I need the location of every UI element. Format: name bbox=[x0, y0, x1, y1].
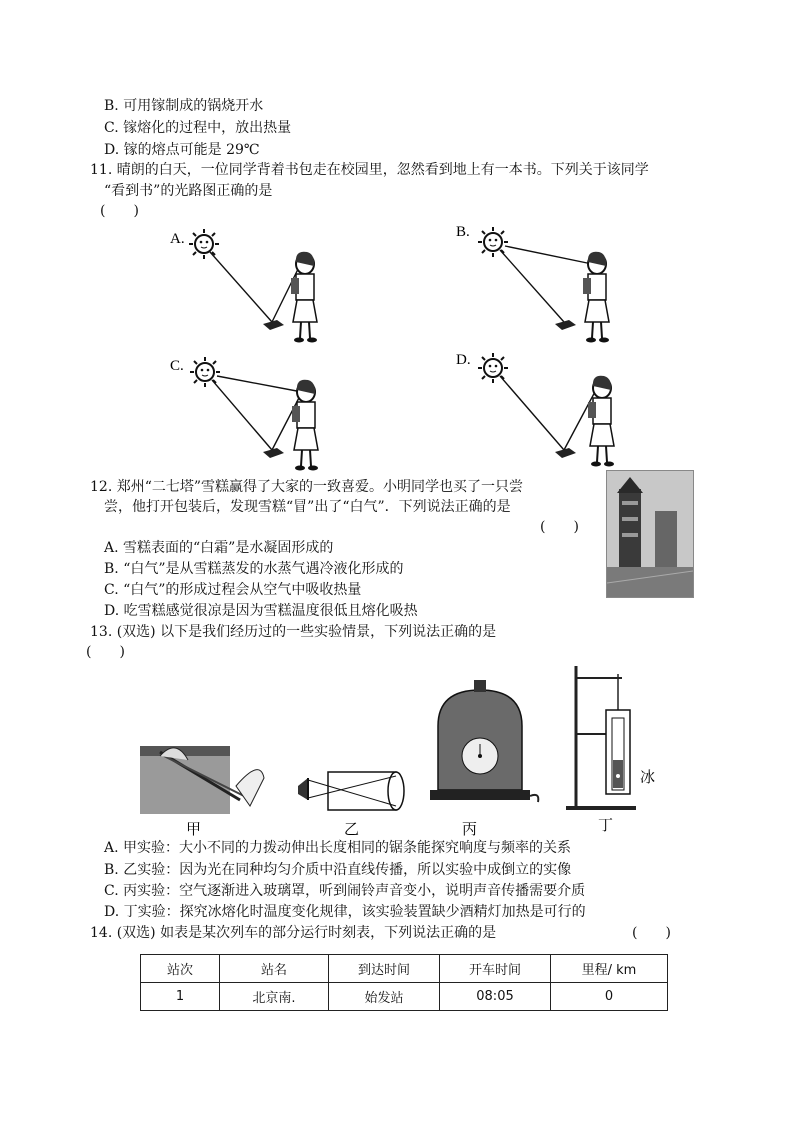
sun-icon bbox=[190, 357, 220, 387]
table-cell: 北京南. bbox=[220, 983, 329, 1011]
ice-label: 冰 bbox=[640, 770, 656, 786]
girl-figure bbox=[583, 252, 609, 343]
q12-option-d: D. 吃雪糕感觉很凉是因为雪糕温度很低且熔化吸热 bbox=[104, 603, 418, 619]
bell-jar-experiment bbox=[430, 680, 538, 802]
girl-figure bbox=[292, 380, 318, 471]
q12-answer-blank: ( ) bbox=[540, 519, 579, 535]
book-icon bbox=[555, 448, 576, 458]
q11-answer-blank: ( ) bbox=[100, 203, 139, 219]
tower-ice-cream-photo bbox=[606, 470, 694, 598]
fig-label-ding: 丁 bbox=[598, 818, 614, 834]
q13-option-c: C. 丙实验：空气逐渐进入玻璃罩，听到闹铃声音变小，说明声音传播需要介质 bbox=[104, 883, 586, 899]
fig-label-yi: 乙 bbox=[344, 822, 360, 838]
q14-answer-blank: ( ) bbox=[632, 925, 671, 941]
fig-label-jia: 甲 bbox=[186, 822, 202, 838]
q11-option-c-label: C. bbox=[170, 358, 184, 374]
sun-icon bbox=[478, 353, 508, 383]
q13-option-d: D. 丁实验：探究冰熔化时温度变化规律，该实验装置缺少酒精灯加热是可行的 bbox=[104, 904, 586, 920]
sun-icon bbox=[478, 227, 508, 257]
girl-figure bbox=[588, 376, 614, 467]
column-header: 站名 bbox=[220, 955, 329, 983]
q12-stem-line1: 12. 郑州“二七塔”雪糕赢得了大家的一致喜爱。小明同学也买了一只尝 bbox=[90, 479, 524, 495]
pinhole-camera-experiment bbox=[298, 772, 404, 810]
book-icon bbox=[263, 320, 284, 330]
q10-option-c: C. 镓熔化的过程中，放出热量 bbox=[104, 120, 292, 136]
table-cell: 1 bbox=[141, 983, 220, 1011]
q12-option-a: A. 雪糕表面的“白霜”是水凝固形成的 bbox=[104, 540, 334, 556]
q14-stem-line1: 14. (双选) 如表是某次列车的部分运行时刻表，下列说法正确的是 bbox=[90, 925, 497, 941]
q11-light-path-figure bbox=[160, 218, 640, 478]
q10-option-d: D. 镓的熔点可能是 29℃ bbox=[104, 142, 260, 158]
column-header: 站次 bbox=[141, 955, 220, 983]
table-cell: 始发站 bbox=[329, 983, 440, 1011]
table-cell: 08:05 bbox=[440, 983, 551, 1011]
table-cell: 0 bbox=[551, 983, 668, 1011]
q11-option-d-label: D. bbox=[456, 352, 471, 368]
q11-option-a-label: A. bbox=[170, 231, 185, 247]
fig-label-bing: 丙 bbox=[462, 822, 478, 838]
column-header: 开车时间 bbox=[440, 955, 551, 983]
q13-option-b: B. 乙实验：因为光在同种均匀介质中沿直线传播，所以实验中成倒立的实像 bbox=[104, 862, 572, 878]
q12-option-b: B. “白气”是从雪糕蒸发的水蒸气遇冷液化形成的 bbox=[104, 561, 404, 577]
q10-option-b: B. 可用镓制成的锅烧开水 bbox=[104, 98, 264, 114]
book-icon bbox=[555, 320, 576, 330]
sun-icon bbox=[189, 229, 219, 259]
q11-stem-line2: “看到书”的光路图正确的是 bbox=[104, 183, 273, 199]
q13-answer-blank: ( ) bbox=[86, 644, 125, 660]
q11-stem-line1: 11. 晴朗的白天，一位同学背着书包走在校园里，忽然看到地上有一本书。下列关于该同学 bbox=[90, 162, 649, 178]
saw-blade-experiment bbox=[140, 746, 264, 814]
table-row bbox=[141, 983, 668, 1011]
girl-figure bbox=[291, 252, 317, 343]
column-header: 里程/ km bbox=[551, 955, 668, 983]
q13-option-a: A. 甲实验：大小不同的力拨动伸出长度相同的锯条能探究响度与频率的关系 bbox=[104, 840, 572, 856]
q13-experiments-figure bbox=[140, 660, 660, 838]
q12-option-c: C. “白气”的形成过程会从空气中吸收热量 bbox=[104, 582, 362, 598]
table-header-row bbox=[141, 955, 668, 983]
book-icon bbox=[263, 448, 284, 458]
q12-stem-line2: 尝，他打开包装后，发现雪糕“冒”出了“白气”．下列说法正确的是 bbox=[104, 499, 511, 515]
column-header: 到达时间 bbox=[329, 955, 440, 983]
q13-stem-line1: 13. (双选) 以下是我们经历过的一些实验情景，下列说法正确的是 bbox=[90, 624, 497, 640]
q11-option-b-label: B. bbox=[456, 224, 470, 240]
train-timetable bbox=[140, 954, 668, 1011]
ice-melting-experiment bbox=[566, 666, 636, 810]
